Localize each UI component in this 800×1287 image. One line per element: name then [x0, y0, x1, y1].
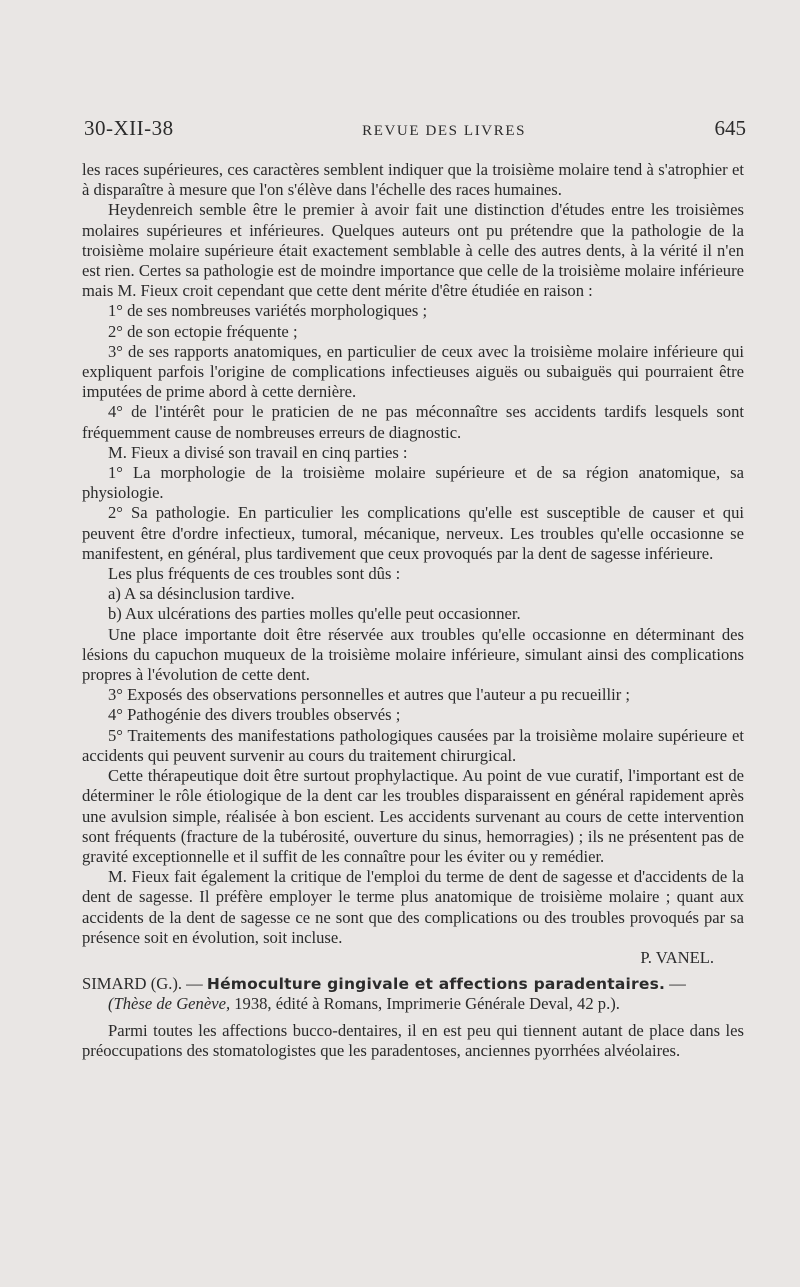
header-date: 30-XII-38 [84, 116, 174, 140]
list-item: 3° de ses rapports anatomiques, en particulier de ceux avec la troisième molaire inférieure qui expliquent parfois l'origine de complications infectieuses aiguës ou subaiguës qui pourraient être imputées de prime abord à cette dernière. [82, 341, 744, 402]
paragraph: Heydenreich semble être le premier à avoir fait une distinction d'études entre les troisièmes molaires supérieures et inférieures. Quelques auteurs ont pu prétendre que la pathologie de la troisième molaire supérieure était exactement semblable à celle des autres dents, à la vérité il n'en est rien. Certes sa pathologie est de moindre importance que celle de la troisième molaire inférieure mais M. Fieux croit cependant que cette dent mérite d'être étudiée en raison : [82, 200, 744, 301]
paragraph: M. Fieux fait également la critique de l'emploi du terme de dent de sagesse et d'accidents de la dent de sagesse. Il préfère employer le terme plus anatomique de troisième molaire ; quant aux accidents de la dent de sagesse ce ne sont que des complications ou des troubles provoqués par sa présence soit en évolution, soit incluse. [82, 867, 744, 947]
review-publication [82, 994, 744, 1014]
paragraph: M. Fieux a divisé son travail en cinq parties : [108, 442, 408, 462]
paragraph: Les plus fréquents de ces troubles sont dûs : [108, 564, 401, 584]
article-body [82, 160, 744, 1061]
publication-italic: (Thèse de Genève, [108, 994, 231, 1014]
publication-details: 1938, édité à Romans, Imprimerie Générale Deval, 42 p.). [230, 994, 620, 1014]
dash: — [665, 974, 686, 994]
paragraph: Cette thérapeutique doit être surtout prophylactique. Au point de vue curatif, l'important est de déterminer le rôle étiologique de la dent car les troubles disparaissent en général rapidement après une avulsion simple, réalisée à bon escient. Les accidents survenant au cours de cette intervention sont fréquents (fracture de la tubérosité, ouverture du sinus, hemorragies) ; ils ne présentent pas de gravité exceptionnelle et il suffit de les connaître pour les éviter ou y remédier. [82, 766, 744, 866]
list-item: 2° Sa pathologie. En particulier les complications qu'elle est susceptible de causer et qui peuvent être d'ordre infectieux, tumoral, mécanique, nerveux. Les troubles qu'elle occasionne se manifestent, en général, plus tardivement que ceux provoqués par la dent de sagesse inférieure. [82, 503, 744, 563]
list-item: 5° Traitements des manifestations pathologiques causées par la troisième molaire supérieure et accidents qui peuvent survenir au cours du traitement chirurgical. [82, 725, 744, 765]
page-number: 645 [714, 116, 746, 140]
list-item: a) A sa désinclusion tardive. [108, 584, 295, 604]
list-item: 4° de l'intérêt pour le praticien de ne pas méconnaître ses accidents tardifs lesquels sont fréquemment cause de nombreuses erreurs de diagnostic. [82, 402, 744, 442]
list-item: 3° Exposés des observations personnelles et autres que l'auteur a pu recueillir ; [108, 685, 631, 705]
running-header [84, 116, 746, 146]
dash: — [182, 974, 207, 994]
review-heading [82, 974, 744, 994]
list-item: 4° Pathogénie des divers troubles observés ; [108, 705, 401, 725]
paragraph: Une place importante doit être réservée aux troubles qu'elle occasionne en déterminant des lésions du capuchon muqueux de la troisième molaire inférieure, simulant ainsi des complications propres à l'évolution de cette dent. [82, 624, 744, 685]
paragraph: les races supérieures, ces caractères semblent indiquer que la troisième molaire tend à s'atrophier et à disparaître à mesure que l'on s'élève dans l'échelle des races humaines. [82, 160, 744, 200]
review-title: Hémoculture gingivale et affections paradentaires. [206, 975, 666, 994]
list-item: 1° La morphologie de la troisième molaire supérieure et de sa région anatomique, sa physiologie. [82, 463, 744, 503]
signoff-line [82, 948, 744, 968]
list-item: 2° de son ectopie fréquente ; [108, 321, 298, 341]
header-title: REVUE DES LIVRES [362, 123, 527, 139]
review-author: SIMARD (G.). [82, 974, 183, 994]
reviewer-signature: P. VANEL. [640, 947, 714, 967]
list-item: b) Aux ulcérations des parties molles qu'elle peut occasionner. [108, 604, 521, 624]
paragraph: Parmi toutes les affections bucco-dentaires, il en est peu qui tiennent autant de place dans les préoccupations des stomatologistes que les paradentoses, anciennes pyorrhées alvéolaires. [82, 1020, 744, 1060]
list-item: 1° de ses nombreuses variétés morphologiques ; [108, 301, 428, 321]
